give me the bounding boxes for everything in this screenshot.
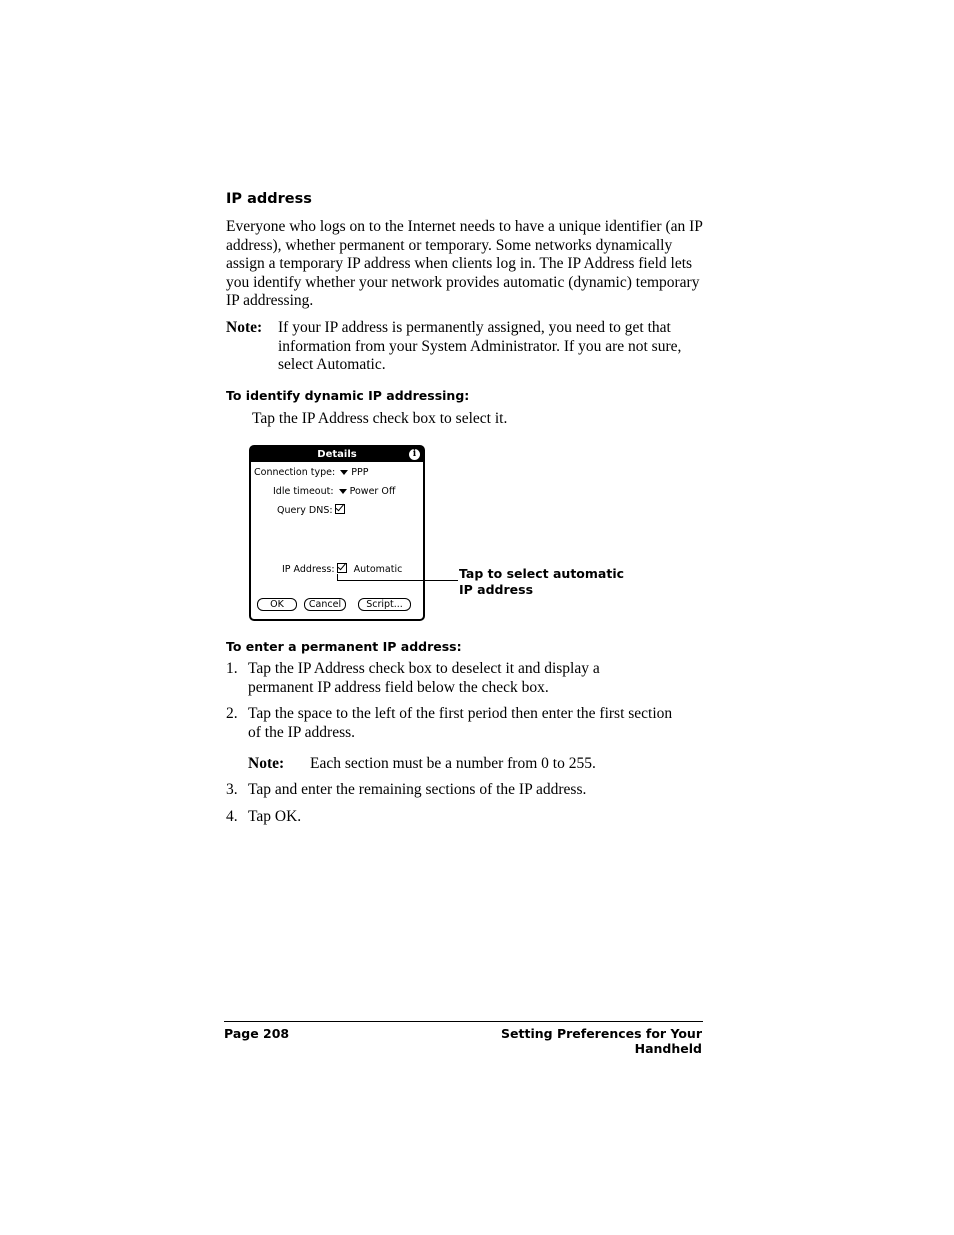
callout-line-2: IP address: [459, 582, 534, 597]
query-dns-label: Query DNS:: [277, 505, 333, 516]
idle-timeout-label: Idle timeout:: [273, 486, 334, 497]
step-text: Tap and enter the remaining sections of the IP address.: [248, 781, 587, 798]
step-number: 1.: [226, 660, 238, 677]
dialog-titlebar: [251, 447, 423, 462]
footer-chapter-title: Setting Preferences for Your Handheld: [501, 1026, 702, 1056]
note-text: Each section must be a number from 0 to 255.: [310, 755, 596, 772]
connection-type-label: Connection type:: [254, 467, 336, 478]
step-number: 3.: [226, 781, 238, 798]
note-label: Note:: [248, 755, 285, 772]
intro-paragraph: Everyone who logs on to the Internet needs to have a unique identifier (an IP address), whether permanent or temporary. Some networks dynamically assign a temporary IP address when clients log in. The IP Address field lets you identify whether your network provides automatic (dynamic) temporary IP addressing.: [226, 218, 703, 310]
dropdown-arrow-icon[interactable]: [339, 489, 347, 494]
dialog-title: Details: [317, 449, 357, 460]
cancel-button[interactable]: Cancel: [304, 598, 346, 611]
ip-address-label: IP Address:: [282, 564, 335, 575]
step-text: Tap the space to the left of the first period then enter the first section of the IP address.: [248, 705, 673, 741]
step-number: 4.: [226, 808, 238, 825]
ip-address-row: [282, 563, 402, 575]
step-number: 2.: [226, 705, 238, 722]
callout-text: [459, 566, 629, 598]
details-dialog: [249, 445, 425, 621]
step-text: Tap the IP Address check box to deselect it and display a permanent IP address field below the check box.: [248, 660, 600, 696]
note-text: If your IP address is permanently assigned, you need to get that information from your System Administrator. If you are not sure, select Automatic.: [278, 319, 682, 374]
procedure-step-dynamic: Tap the IP Address check box to select it.: [252, 410, 508, 427]
query-dns-row: [277, 504, 345, 516]
idle-timeout-row: [273, 486, 395, 497]
procedure-heading-permanent: To enter a permanent IP address:: [226, 639, 462, 654]
idle-timeout-value[interactable]: Power Off: [349, 486, 396, 497]
footer-rule: [224, 1021, 703, 1022]
ip-address-value: Automatic: [353, 564, 403, 575]
section-heading: IP address: [226, 191, 312, 207]
dropdown-arrow-icon[interactable]: [340, 470, 348, 475]
note-label: Note:: [226, 319, 263, 336]
query-dns-checkbox[interactable]: [335, 504, 345, 514]
step-text: Tap OK.: [248, 808, 302, 825]
ip-address-checkbox[interactable]: [337, 563, 347, 573]
procedure-heading-dynamic: To identify dynamic IP addressing:: [226, 388, 470, 403]
callout-leader-line: [337, 580, 458, 581]
connection-type-value[interactable]: PPP: [351, 467, 369, 478]
script-button[interactable]: Script...: [358, 598, 411, 611]
footer-page-number: Page 208: [224, 1026, 290, 1041]
connection-type-row: [254, 467, 368, 478]
info-icon[interactable]: i: [409, 449, 420, 460]
ok-button[interactable]: OK: [257, 598, 297, 611]
callout-line-1: Tap to select automatic: [459, 566, 625, 581]
